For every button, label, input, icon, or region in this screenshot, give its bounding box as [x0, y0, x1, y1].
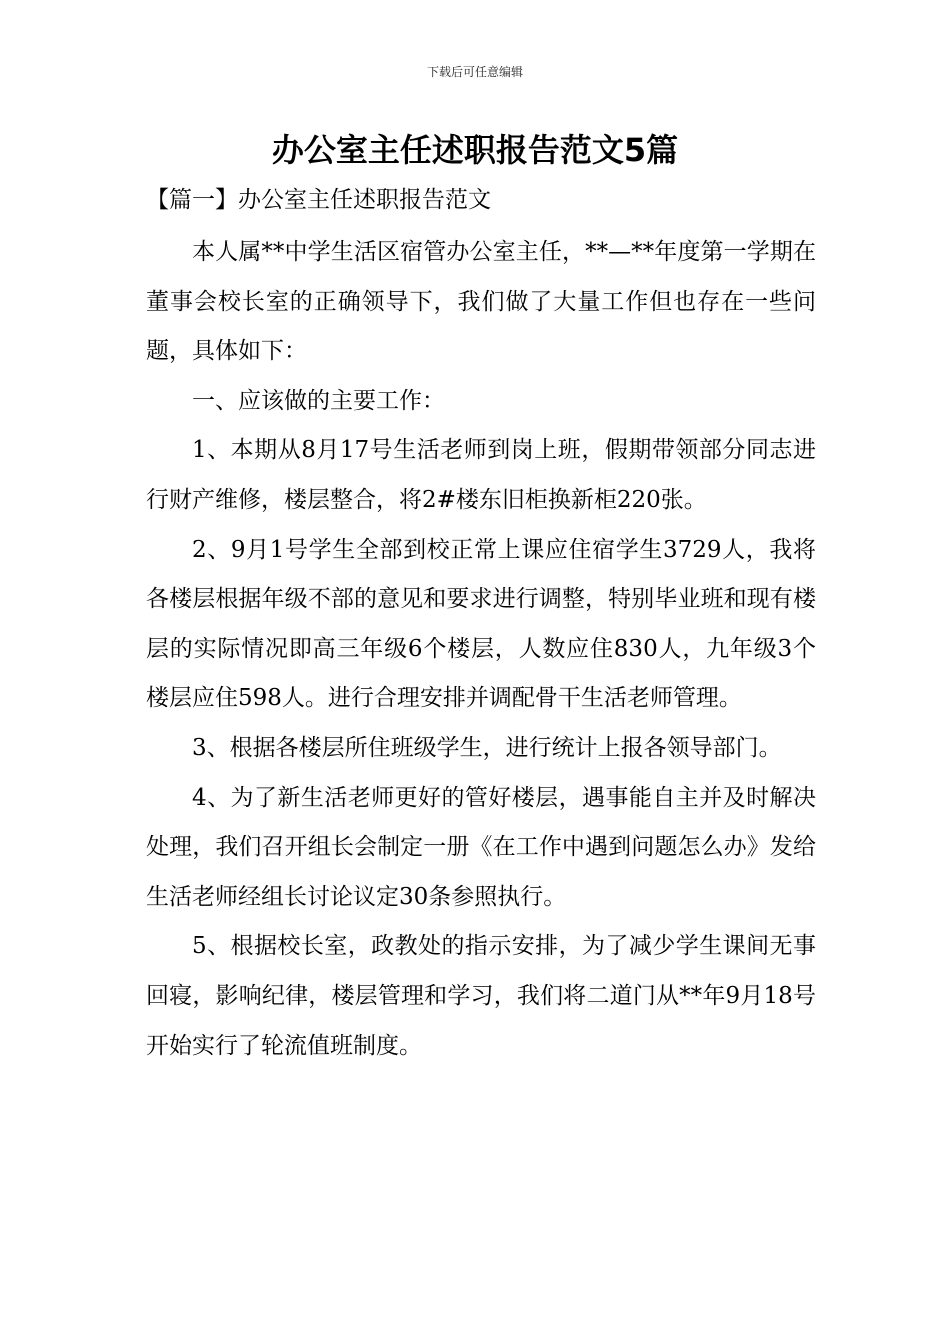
paragraph-item-4: 4、为了新生活老师更好的管好楼层，遇事能自主并及时解决处理，我们召开组长会制定一册《在工作中遇到问题怎么办》发给生活老师经组长讨论议定30条参照执行。 — [146, 784, 816, 910]
paragraph-main-work-heading: 一、应该做的主要工作： — [192, 387, 445, 414]
document-title: 办公室主任述职报告范文5篇 — [271, 131, 679, 169]
section-heading: 【篇一】办公室主任述职报告范文 — [146, 187, 491, 213]
paragraph-item-2: 2、9月1号学生全部到校正常上课应住宿学生3729人，我将各楼层根据年级不部的意见和要求进行调整，特别毕业班和现有楼层的实际情况即高三年级6个楼层，人数应住830人，九年级3个楼层应住598人。进行合理安排并调配骨干生活老师管理。 — [146, 536, 816, 712]
paragraph-item-1: 1、本期从8月17号生活老师到岗上班，假期带领部分同志进行财产维修，楼层整合，将2#楼东旧柜换新柜220张。 — [146, 437, 816, 513]
paragraph-item-3: 3、根据各楼层所住班级学生，进行统计上报各领导部门。 — [192, 734, 782, 761]
paragraph-intro: 本人属**中学生活区宿管办公室主任，**—**年度第一学期在董事会校长室的正确领导下，我们做了大量工作但也存在一些问题，具体如下： — [146, 239, 816, 365]
document-body — [146, 228, 816, 1071]
paragraph-item-5: 5、根据校长室，政教处的指示安排，为了减少学生课间无事回寝，影响纪律，楼层管理和学习，我们将二道门从**年9月18号开始实行了轮流值班制度。 — [146, 933, 816, 1059]
page-header-note: 下载后可任意编辑 — [426, 65, 523, 79]
